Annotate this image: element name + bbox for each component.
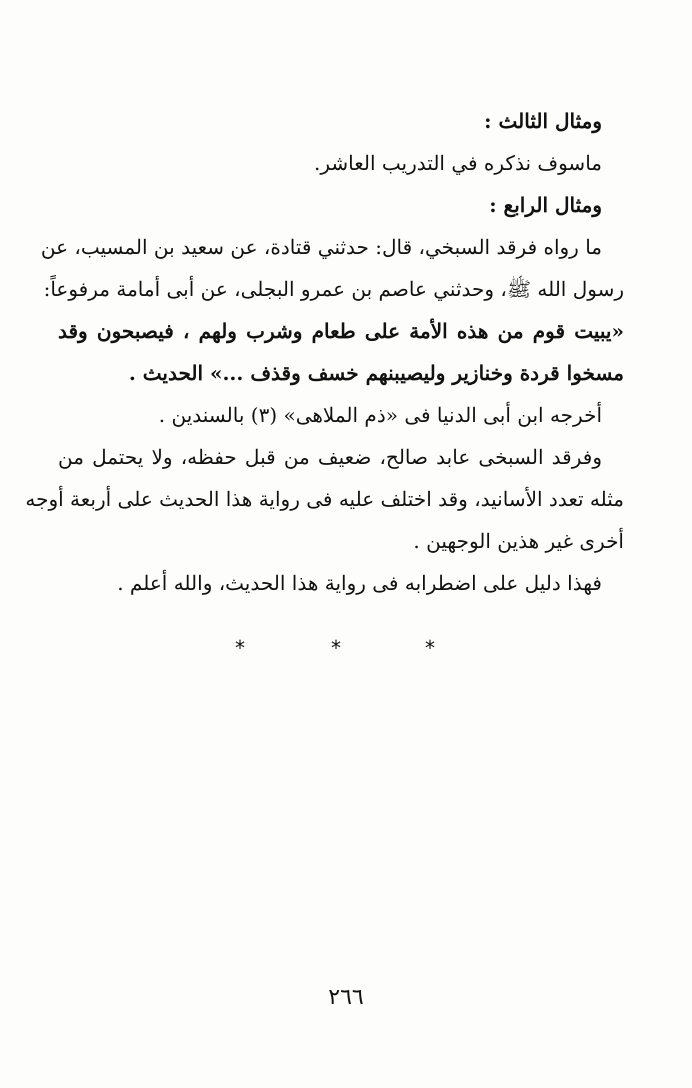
heading-example-three: ومثال الثالث : bbox=[484, 109, 602, 133]
paragraph-line: ما رواه فرقد السبخي، قال: حدثني قتادة، عن سعيد بن المسيب، عن bbox=[40, 235, 602, 259]
paragraph-line: أخرجه ابن أبى الدنيا فى «ذم الملاهى» (٣) بالسندين . bbox=[158, 403, 602, 427]
paragraph-line: مثله تعدد الأسانيد، وقد اختلف عليه فى رواية هذا الحديث على أربعة أوجه bbox=[25, 487, 624, 511]
hadith-quote-line bbox=[58, 352, 624, 394]
paragraph-line: ماسوف نذكره في التدريب العاشر. bbox=[314, 151, 602, 175]
separator-star: * bbox=[425, 636, 435, 660]
paragraph-line: وفرقد السبخى عابد صالح، ضعيف من قبل حفظه، ولا يحتمل من bbox=[58, 445, 602, 469]
section-separator bbox=[0, 636, 692, 666]
paragraph-line: أخرى غير هذين الوجهين . bbox=[413, 529, 624, 553]
paragraph-line: رسول الله ﷺ، وحدثني عاصم بن عمرو البجلى، عن أبى أمامة مرفوعاً: bbox=[43, 277, 624, 301]
hadith-quote-line: «يبيت قوم من هذه الأمة على طعام وشرب ولهم ، فيصبحون وقد bbox=[58, 319, 624, 343]
heading-example-four: ومثال الرابع : bbox=[489, 193, 602, 217]
conclusion-line: فهذا دليل على اضطرابه فى رواية هذا الحديث، والله أعلم . bbox=[117, 571, 602, 595]
hadith-quote-text: مسخوا قردة وخنازير وليصيبنهم خسف وقذف ...» الحديث . bbox=[128, 361, 624, 385]
page-text bbox=[25, 100, 624, 604]
separator-star: * bbox=[331, 636, 341, 660]
separator-star: * bbox=[235, 636, 245, 660]
page-number: ٢٦٦ bbox=[328, 985, 364, 1010]
